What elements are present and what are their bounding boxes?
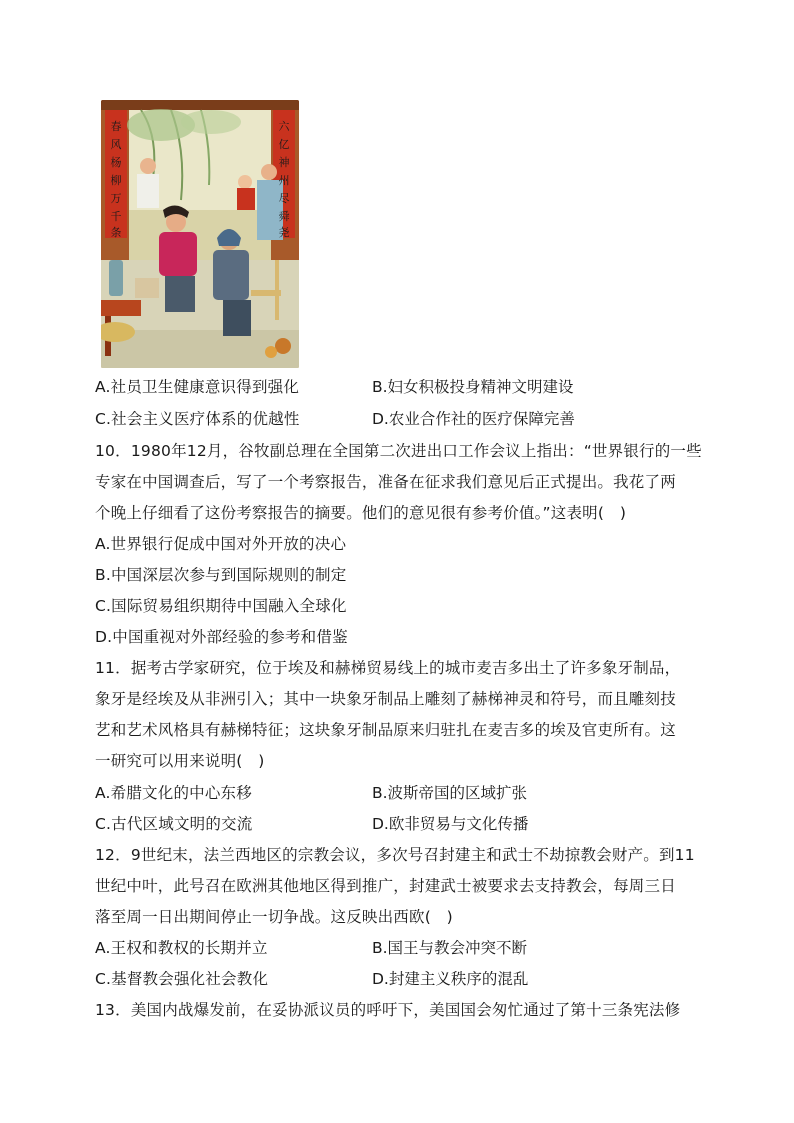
q12-stem-line-3: 落至周一日出期间停止一切争战。这反映出西欧( ) [95, 908, 453, 926]
q10-stem-line-1: 10．1980年12月，谷牧副总理在全国第二次进出口工作会议上指出：“世界银行的一些 [95, 442, 702, 460]
q10-stem-line-3: 个晚上仔细看了这份考察报告的摘要。他们的意见很有参考价值。”这表明( ) [95, 504, 627, 522]
q10-stem-line-2: 专家在中国调查后，写了一个考察报告，准备在征求我们意见后正式提出。我花了两 [95, 473, 676, 491]
q12-option-b: B.国王与教会冲突不断 [372, 939, 528, 957]
poster-image [101, 100, 299, 368]
q12-option-c: C.基督教会强化社会教化 [95, 970, 269, 988]
q12-stem-line-2: 世纪中叶，此号召在欧洲其他地区得到推广，封建武士被要求去支持教会，每周三日 [95, 877, 676, 895]
q10-option-d: D.中国重视对外部经验的参考和借鉴 [95, 628, 348, 646]
q11-stem-line-3: 艺和艺术风格具有赫梯特征；这块象牙制品原来归驻扎在麦吉多的埃及官吏所有。这 [95, 721, 676, 739]
scroll-left-char-2: 风 [110, 138, 122, 151]
q11-option-b: B.波斯帝国的区域扩张 [372, 784, 528, 802]
scroll-right-char-1: 六 [278, 120, 290, 133]
scroll-right-char-5: 尽 [278, 192, 290, 205]
scroll-right-char-6: 舜 [278, 210, 290, 223]
scroll-left-char-5: 万 [110, 192, 122, 205]
q11-stem-line-2: 象牙是经埃及从非洲引入；其中一块象牙制品上雕刻了赫梯神灵和符号，而且雕刻技 [95, 690, 676, 708]
q11-stem-line-1: 11．据考古学家研究，位于埃及和赫梯贸易线上的城市麦吉多出土了许多象牙制品， [95, 659, 681, 677]
q11-option-c: C.古代区域文明的交流 [95, 815, 253, 833]
scroll-right-char-3: 神 [278, 156, 290, 169]
scroll-right-char-4: 州 [278, 174, 290, 187]
scroll-left-char-1: 春 [110, 120, 122, 133]
scroll-left-char-3: 杨 [110, 156, 122, 169]
q9-option-a: A.社员卫生健康意识得到强化 [95, 378, 300, 396]
q12-stem-line-1: 12．9世纪末，法兰西地区的宗教会议，多次号召封建主和武士不劫掠教会财产。到11 [95, 846, 695, 864]
q9-option-d: D.农业合作社的医疗保障完善 [372, 410, 575, 428]
q10-option-c: C.国际贸易组织期待中国融入全球化 [95, 597, 347, 615]
q10-option-a: A.世界银行促成中国对外开放的决心 [95, 535, 347, 553]
q10-option-b: B.中国深层次参与到国际规则的制定 [95, 566, 347, 584]
q13-stem-line-1: 13．美国内战爆发前，在妥协派议员的呼吁下，美国国会匆忙通过了第十三条宪法修 [95, 1001, 681, 1019]
scroll-right-char-2: 亿 [278, 138, 290, 151]
q9-option-c: C.社会主义医疗体系的优越性 [95, 410, 300, 428]
q12-option-d: D.封建主义秩序的混乱 [372, 970, 529, 988]
scroll-left-char-4: 柳 [110, 174, 122, 187]
q11-option-d: D.欧非贸易与文化传播 [372, 815, 529, 833]
scroll-left-char-6: 千 [110, 210, 122, 223]
q9-option-b: B.妇女积极投身精神文明建设 [372, 378, 574, 396]
scroll-right-char-7: 尧 [278, 226, 290, 239]
q11-stem-line-4: 一研究可以用来说明( ) [95, 752, 265, 770]
scroll-left-char-7: 条 [110, 226, 122, 239]
q12-option-a: A.王权和教权的长期并立 [95, 939, 268, 957]
q11-option-a: A.希腊文化的中心东移 [95, 784, 252, 802]
